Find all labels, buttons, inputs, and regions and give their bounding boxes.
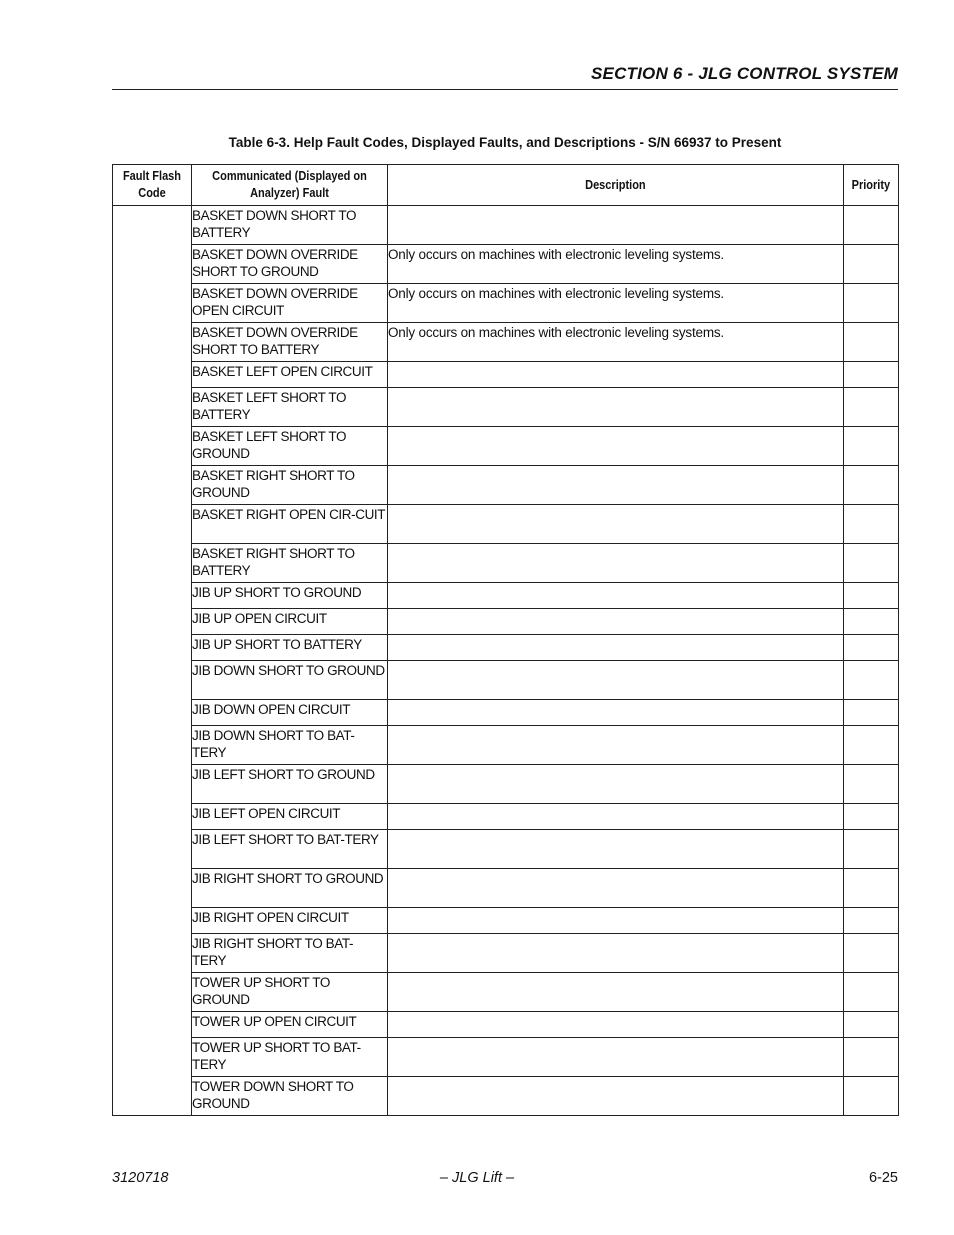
priority-cell [844,700,899,726]
table-row [113,1012,899,1038]
priority-cell [844,661,899,700]
fault-name: BASKET DOWN OVERRIDE SHORT TO BATTERY [192,325,358,357]
fault-name: JIB DOWN SHORT TO GROUND [192,663,385,678]
description-text [388,206,843,207]
description-cell [388,427,844,466]
description-text [388,388,843,389]
priority-cell [844,934,899,973]
fault-name: TOWER DOWN SHORT TO GROUND [192,1079,354,1111]
fault-name: BASKET LEFT OPEN CIRCUIT [192,364,373,379]
fault-cell [192,700,388,726]
col-header-flash-code: Fault Flash Code [113,165,192,206]
fault-name: BASKET LEFT SHORT TO BATTERY [192,390,347,422]
priority-cell [844,583,899,609]
description-cell [388,245,844,284]
fault-name: BASKET DOWN OVERRIDE SHORT TO GROUND [192,247,358,279]
table-body [113,206,899,1116]
table-row [113,726,899,765]
priority-cell [844,1012,899,1038]
flash-code-cell [113,206,192,1116]
description-text: Only occurs on machines with electronic leveling systems. [388,286,724,301]
description-text [388,1077,843,1078]
table-row [113,206,899,245]
fault-cell [192,1038,388,1077]
table-row [113,544,899,583]
description-text [388,1012,843,1013]
fault-cell [192,726,388,765]
fault-codes-table [112,164,899,1116]
table-row [113,1077,899,1116]
description-text [388,427,843,428]
description-text [388,700,843,701]
table-row [113,362,899,388]
fault-cell [192,934,388,973]
priority-cell [844,908,899,934]
fault-cell [192,869,388,908]
page-number: 6-25 [868,1170,898,1186]
fault-cell [192,908,388,934]
description-text [388,765,843,766]
fault-name: JIB LEFT SHORT TO GROUND [192,767,375,782]
priority-cell [844,466,899,505]
col-header-priority: Priority [844,165,899,206]
description-cell [388,466,844,505]
table-row [113,466,899,505]
table-row [113,245,899,284]
fault-name: TOWER UP SHORT TO BAT-TERY [192,1040,361,1072]
fault-cell [192,427,388,466]
table-row [113,284,899,323]
priority-cell [844,830,899,869]
description-cell [388,1077,844,1116]
description-cell [388,1038,844,1077]
description-cell [388,700,844,726]
fault-name: BASKET LEFT SHORT TO GROUND [192,429,347,461]
priority-cell [844,206,899,245]
priority-cell [844,427,899,466]
footer-brand: – JLG Lift – [439,1170,515,1186]
table-row [113,908,899,934]
fault-name: BASKET RIGHT OPEN CIR-CUIT [192,507,386,522]
description-text: Only occurs on machines with electronic leveling systems. [388,325,724,340]
table-row [113,505,899,544]
fault-cell [192,635,388,661]
fault-cell [192,661,388,700]
priority-cell [844,726,899,765]
fault-cell [192,583,388,609]
table-row [113,323,899,362]
fault-cell [192,323,388,362]
fault-name: TOWER UP SHORT TO GROUND [192,975,330,1007]
priority-cell [844,869,899,908]
fault-name: JIB RIGHT OPEN CIRCUIT [192,910,349,925]
description-cell [388,362,844,388]
fault-cell [192,245,388,284]
table-row [113,934,899,973]
description-cell [388,1012,844,1038]
fault-cell [192,765,388,804]
fault-name: JIB RIGHT SHORT TO BAT-TERY [192,936,354,968]
description-text [388,973,843,974]
fault-name: JIB DOWN SHORT TO BAT-TERY [192,728,355,760]
description-cell [388,206,844,245]
description-text [388,544,843,545]
priority-cell [844,284,899,323]
priority-cell [844,505,899,544]
fault-name: BASKET RIGHT SHORT TO GROUND [192,468,355,500]
description-cell [388,388,844,427]
fault-cell [192,362,388,388]
fault-name: BASKET DOWN SHORT TO BATTERY [192,208,357,240]
table-row [113,388,899,427]
table-row [113,765,899,804]
description-cell [388,934,844,973]
header-rule [112,89,898,90]
table-row [113,700,899,726]
table-row [113,973,899,1012]
fault-name: TOWER UP OPEN CIRCUIT [192,1014,357,1029]
description-cell [388,869,844,908]
description-text: Only occurs on machines with electronic leveling systems. [388,247,724,262]
priority-cell [844,362,899,388]
description-cell [388,284,844,323]
description-cell [388,583,844,609]
table-row [113,427,899,466]
table-row [113,804,899,830]
description-cell [388,661,844,700]
priority-cell [844,388,899,427]
fault-cell [192,830,388,869]
description-text [388,466,843,467]
priority-cell [844,323,899,362]
description-text [388,934,843,935]
fault-name: JIB UP OPEN CIRCUIT [192,611,327,626]
description-text [388,661,843,662]
table-header-row [113,165,899,206]
fault-cell [192,1012,388,1038]
table-row [113,609,899,635]
priority-cell [844,635,899,661]
fault-cell [192,284,388,323]
description-text [388,1038,843,1039]
description-text [388,635,843,636]
description-text [388,609,843,610]
description-cell [388,544,844,583]
fault-name: BASKET DOWN OVERRIDE OPEN CIRCUIT [192,286,358,318]
table-row [113,869,899,908]
description-cell [388,609,844,635]
fault-name: JIB LEFT OPEN CIRCUIT [192,806,341,821]
table-row [113,583,899,609]
fault-cell [192,206,388,245]
description-text [388,804,843,805]
table-title: Table 6-3. Help Fault Codes, Displayed Faults, and Descriptions - S/N 66937 to Present [228,135,782,150]
fault-cell [192,544,388,583]
col-header-description: Description [388,165,844,206]
priority-cell [844,1038,899,1077]
fault-cell [192,505,388,544]
description-text [388,908,843,909]
description-text [388,830,843,831]
description-cell [388,726,844,765]
table-row [113,661,899,700]
description-cell [388,908,844,934]
description-text [388,583,843,584]
fault-name: JIB UP SHORT TO GROUND [192,585,362,600]
fault-cell [192,973,388,1012]
fault-cell [192,609,388,635]
description-cell [388,973,844,1012]
doc-number: 3120718 [112,1170,169,1186]
priority-cell [844,973,899,1012]
description-text [388,505,843,506]
description-cell [388,765,844,804]
fault-cell [192,466,388,505]
fault-cell [192,1077,388,1116]
section-title: SECTION 6 - JLG CONTROL SYSTEM [591,64,898,83]
priority-cell [844,804,899,830]
priority-cell [844,609,899,635]
priority-cell [844,1077,899,1116]
fault-name: JIB RIGHT SHORT TO GROUND [192,871,384,886]
description-text [388,726,843,727]
description-text [388,362,843,363]
description-text [388,869,843,870]
priority-cell [844,245,899,284]
fault-name: JIB LEFT SHORT TO BAT-TERY [192,832,379,847]
fault-name: JIB UP SHORT TO BATTERY [192,637,362,652]
table-row [113,830,899,869]
description-cell [388,323,844,362]
table-row [113,635,899,661]
fault-cell [192,804,388,830]
description-cell [388,505,844,544]
fault-cell [192,388,388,427]
fault-name: JIB DOWN OPEN CIRCUIT [192,702,351,717]
description-cell [388,804,844,830]
fault-name: BASKET RIGHT SHORT TO BATTERY [192,546,355,578]
priority-cell [844,544,899,583]
priority-cell [844,765,899,804]
col-header-fault: Communicated (Displayed on Analyzer) Fault [192,165,388,206]
description-cell [388,635,844,661]
description-cell [388,830,844,869]
table-row [113,1038,899,1077]
